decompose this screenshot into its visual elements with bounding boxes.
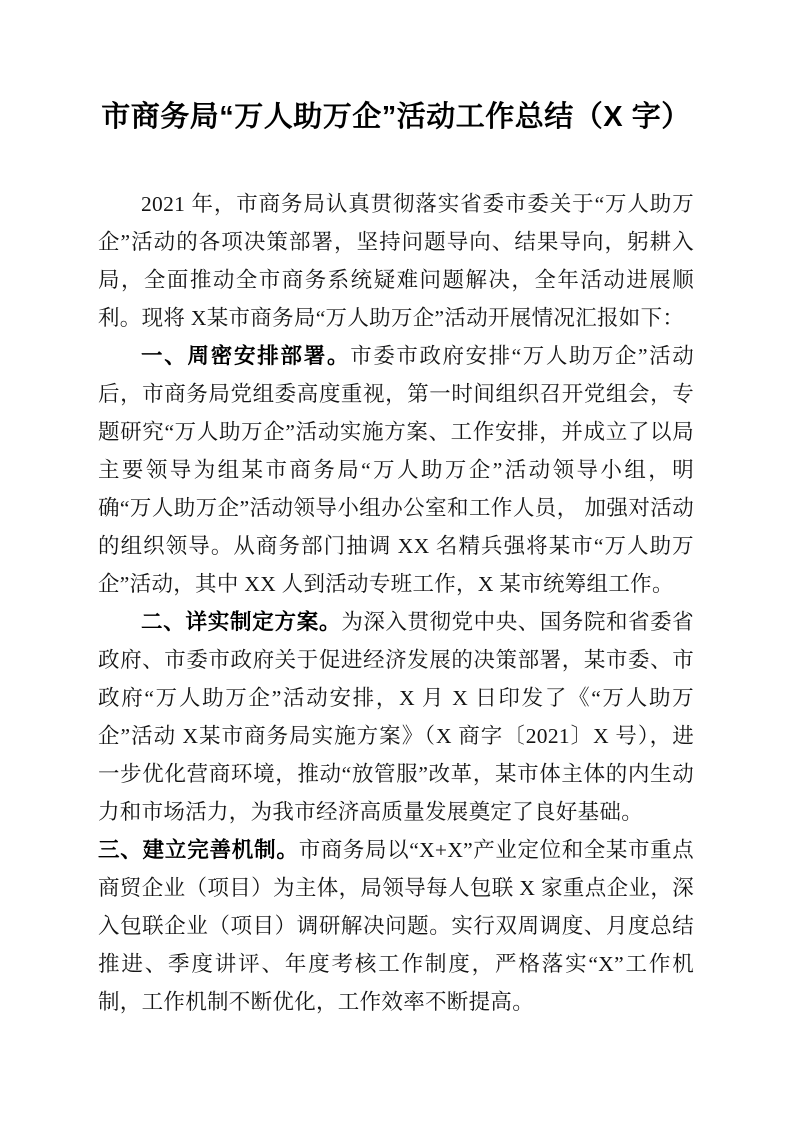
paragraph-section-1 — [98, 337, 694, 603]
paragraph-section-3 — [98, 831, 694, 1021]
section-3-text: 市商务局以“X+X”产业定位和全某市重点商贸企业（项目）为主体，局领导每人包联 X 家重点企业，深入包联企业（项目）调研解决问题。实行双周调度、月度总结推进、季度讲评、年度考核工作制度，严格落实“X”工作机制，工作机制不断优化，工作效率不断提高。 — [98, 838, 694, 1014]
section-1-heading: 一、周密安排部署。 — [141, 344, 351, 368]
paragraph-intro-text: 2021 年，市商务局认真贯彻落实省委市委关于“万人助万企”活动的各项决策部署，坚持问题导向、结果导向，躬耕入局，全面推动全市商务系统疑难问题解决，全年活动进展顺利。现将 X某市商务局“万人助万企”活动开展情况汇报如下： — [98, 192, 694, 330]
document-title: 市商务局“万人助万企”活动工作总结（X 字） — [101, 101, 691, 133]
document-body — [98, 185, 694, 1021]
paragraph-section-2 — [98, 603, 694, 831]
section-2-text: 为深入贯彻党中央、国务院和省委省政府、市委市政府关于促进经济发展的决策部署，某市委、市政府“万人助万企”活动安排，X 月 X 日印发了《“万人助万企”活动 X某市商务局实施方案》（X 商字〔2021〕X 号），进一步优化营商环境，推动“放管服”改革，某市体主体的内生动力和市场活力，为我市经济高质量发展奠定了良好基础。 — [98, 610, 694, 824]
section-2-heading: 二、详实制定方案。 — [141, 610, 342, 634]
section-1-text: 市委市政府安排“万人助万企”活动后，市商务局党组委高度重视，第一时间组织召开党组会，专题研究“万人助万企”活动实施方案、工作安排，并成立了以局主要领导为组某市商务局“万人助万企”活动领导小组，明确“万人助万企”活动领导小组办公室和工作人员， 加强对活动的组织领导。从商务部门抽调 XX 名精兵强将某市“万人助万企”活动，其中 XX 人到活动专班工作，X 某市统筹组工作。 — [98, 344, 694, 596]
section-3-heading: 三、建立完善机制。 — [98, 838, 299, 862]
paragraph-intro — [98, 185, 694, 337]
